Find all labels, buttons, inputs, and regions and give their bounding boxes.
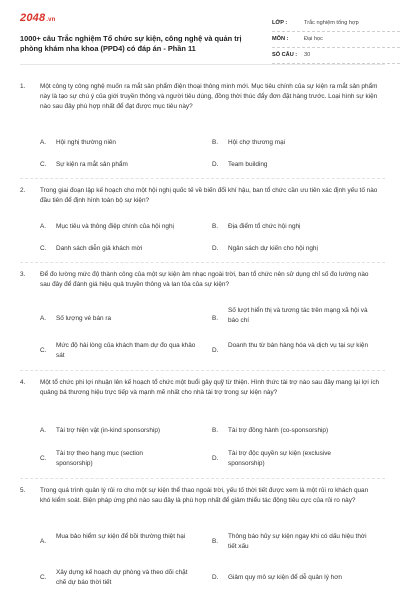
meta-value-socau: 30 xyxy=(304,52,311,58)
meta-value-mon: Đại học xyxy=(304,36,323,42)
option-text: Mục tiêu và thông điệp chính của hội nghị xyxy=(56,223,174,230)
question-text: Trong giai đoạn lập kế hoạch cho một hội nghị quốc tế về biến đổi khí hậu, ban tổ chức cần ưu tiên xác định yếu tố nào đầu tiên để định hình toàn bộ sự kiện? xyxy=(40,187,378,204)
meta-row-lop xyxy=(272,16,400,32)
option-text: Thông báo hủy sự kiện ngay khi có dấu hiệu thời tiết xấu xyxy=(228,533,367,550)
question-divider xyxy=(20,370,385,371)
meta-info xyxy=(272,16,400,64)
meta-row-mon xyxy=(272,32,400,48)
option-letter: A. xyxy=(40,315,47,322)
option-text: Số lượt hiển thị và tương tác trên mạng xã hội và báo chí xyxy=(228,307,368,324)
option-text: Doanh thu từ bán hàng hóa và dịch vụ tại sự kiện xyxy=(228,342,369,349)
page-title: 1000+ câu Trắc nghiệm Tổ chức sự kiện, công nghệ và quản trị phòng khám nha khoa (PPD4) có đáp án - Phần 11 xyxy=(20,34,242,53)
option-letter: C. xyxy=(40,245,47,252)
meta-row-socau xyxy=(272,48,400,64)
page-header xyxy=(20,12,385,60)
option-letter: B. xyxy=(212,427,219,434)
header-divider xyxy=(20,64,385,65)
option-text: Tài trợ hiện vật (in-kind sponsorship) xyxy=(56,427,160,434)
question-divider xyxy=(20,262,385,263)
option-text: Sự kiện ra mắt sản phẩm xyxy=(56,161,128,168)
option-text: Hội chợ thương mại xyxy=(228,139,286,146)
option-text: Ngân sách dự kiến cho hội nghị xyxy=(228,245,318,252)
question-text: Trong quá trình quản lý rủi ro cho một sự kiện thể thao ngoài trời, yếu tố thời tiết được xem là một rủi ro khách quan khó kiểm soát. Biện pháp ứng phó nào sau đây là phù hợp nhất để giảm thiểu tác động tiêu cực của rủi ro này? xyxy=(40,487,369,504)
question-number: 3. xyxy=(20,271,26,278)
option-text: Xây dựng kế hoạch dự phòng và theo dõi chặt chẽ dự báo thời tiết xyxy=(56,569,188,586)
option-letter: D. xyxy=(212,347,219,354)
question-text: Để đo lường mức độ thành công của một sự kiện âm nhạc ngoài trời, ban tổ chức nên sử dụng chỉ số đo lường nào sau đây để đánh giá hiệu quả truyền thông và lan tỏa của sự kiện? xyxy=(40,271,369,288)
option-letter: B. xyxy=(212,315,219,322)
option-text: Danh sách diễn giả khách mời xyxy=(56,245,143,252)
option-text: Mua bảo hiểm sự kiện để bồi thường thiệt hại xyxy=(56,533,186,540)
option-text: Giảm quy mô sự kiện để dễ quản lý hơn xyxy=(228,574,342,581)
option-letter: B. xyxy=(212,139,219,146)
option-letter: A. xyxy=(40,427,47,434)
question-text: Một tổ chức phi lợi nhuận lên kế hoạch tổ chức một buổi gây quỹ từ thiện. Hình thức tài trợ nào sau đây mang lại lợi ích quảng bá thương hiệu trực tiếp và mạnh mẽ nhất cho nhà tài trợ trong sự kiện này? xyxy=(40,379,380,396)
question-number: 5. xyxy=(20,487,26,494)
question-divider xyxy=(20,478,385,479)
logo-main: 2048 xyxy=(20,12,46,24)
option-letter: A. xyxy=(40,538,47,545)
option-letter: C. xyxy=(40,347,47,354)
option-text: Hội nghị thường niên xyxy=(56,139,116,146)
option-letter: D. xyxy=(212,455,219,462)
meta-label-mon: MÔN : xyxy=(272,36,289,42)
option-letter: B. xyxy=(212,538,219,545)
option-text: Team building xyxy=(228,161,268,168)
option-text: Tài trợ độc quyền sự kiện (exclusive sponsorship) xyxy=(228,450,331,467)
option-letter: A. xyxy=(40,139,47,146)
option-letter: B. xyxy=(212,223,219,230)
question-text: Một công ty công nghệ muốn ra mắt sản phẩm điện thoại thông minh mới. Mục tiêu chính của sự kiện ra mắt sản phẩm này là tạo sự chú ý của giới truyền thông và người tiêu dùng, đồng thời thúc đẩy đơn đặt hàng trước. Loại hình sự kiện nào sau đây phù hợp nhất để đạt được mục tiêu này? xyxy=(40,83,378,110)
option-text: Mức độ hài lòng của khách tham dự đo qua khảo sát xyxy=(56,342,196,359)
site-logo[interactable] xyxy=(20,12,56,24)
option-letter: D. xyxy=(212,574,219,581)
option-letter: A. xyxy=(40,223,47,230)
question-number: 1. xyxy=(20,83,26,90)
option-text: Số lượng vé bán ra xyxy=(56,315,112,322)
question-number: 2. xyxy=(20,187,26,194)
logo-suffix: .vn xyxy=(46,17,56,23)
option-letter: C. xyxy=(40,574,47,581)
option-text: Địa điểm tổ chức hội nghị xyxy=(228,223,301,230)
option-letter: D. xyxy=(212,161,219,168)
option-text: Tài trợ đồng hành (co-sponsorship) xyxy=(228,427,329,434)
question-divider xyxy=(20,178,385,179)
option-text: Tài trợ theo hạng mục (section sponsorship) xyxy=(56,450,143,467)
question-number: 4. xyxy=(20,379,26,386)
meta-label-lop: LỚP : xyxy=(272,20,288,26)
option-letter: C. xyxy=(40,455,47,462)
meta-label-socau: SỐ CÂU : xyxy=(272,52,298,58)
option-letter: D. xyxy=(212,245,219,252)
meta-value-lop: Trắc nghiệm tổng hợp xyxy=(304,20,359,26)
option-letter: C. xyxy=(40,161,47,168)
